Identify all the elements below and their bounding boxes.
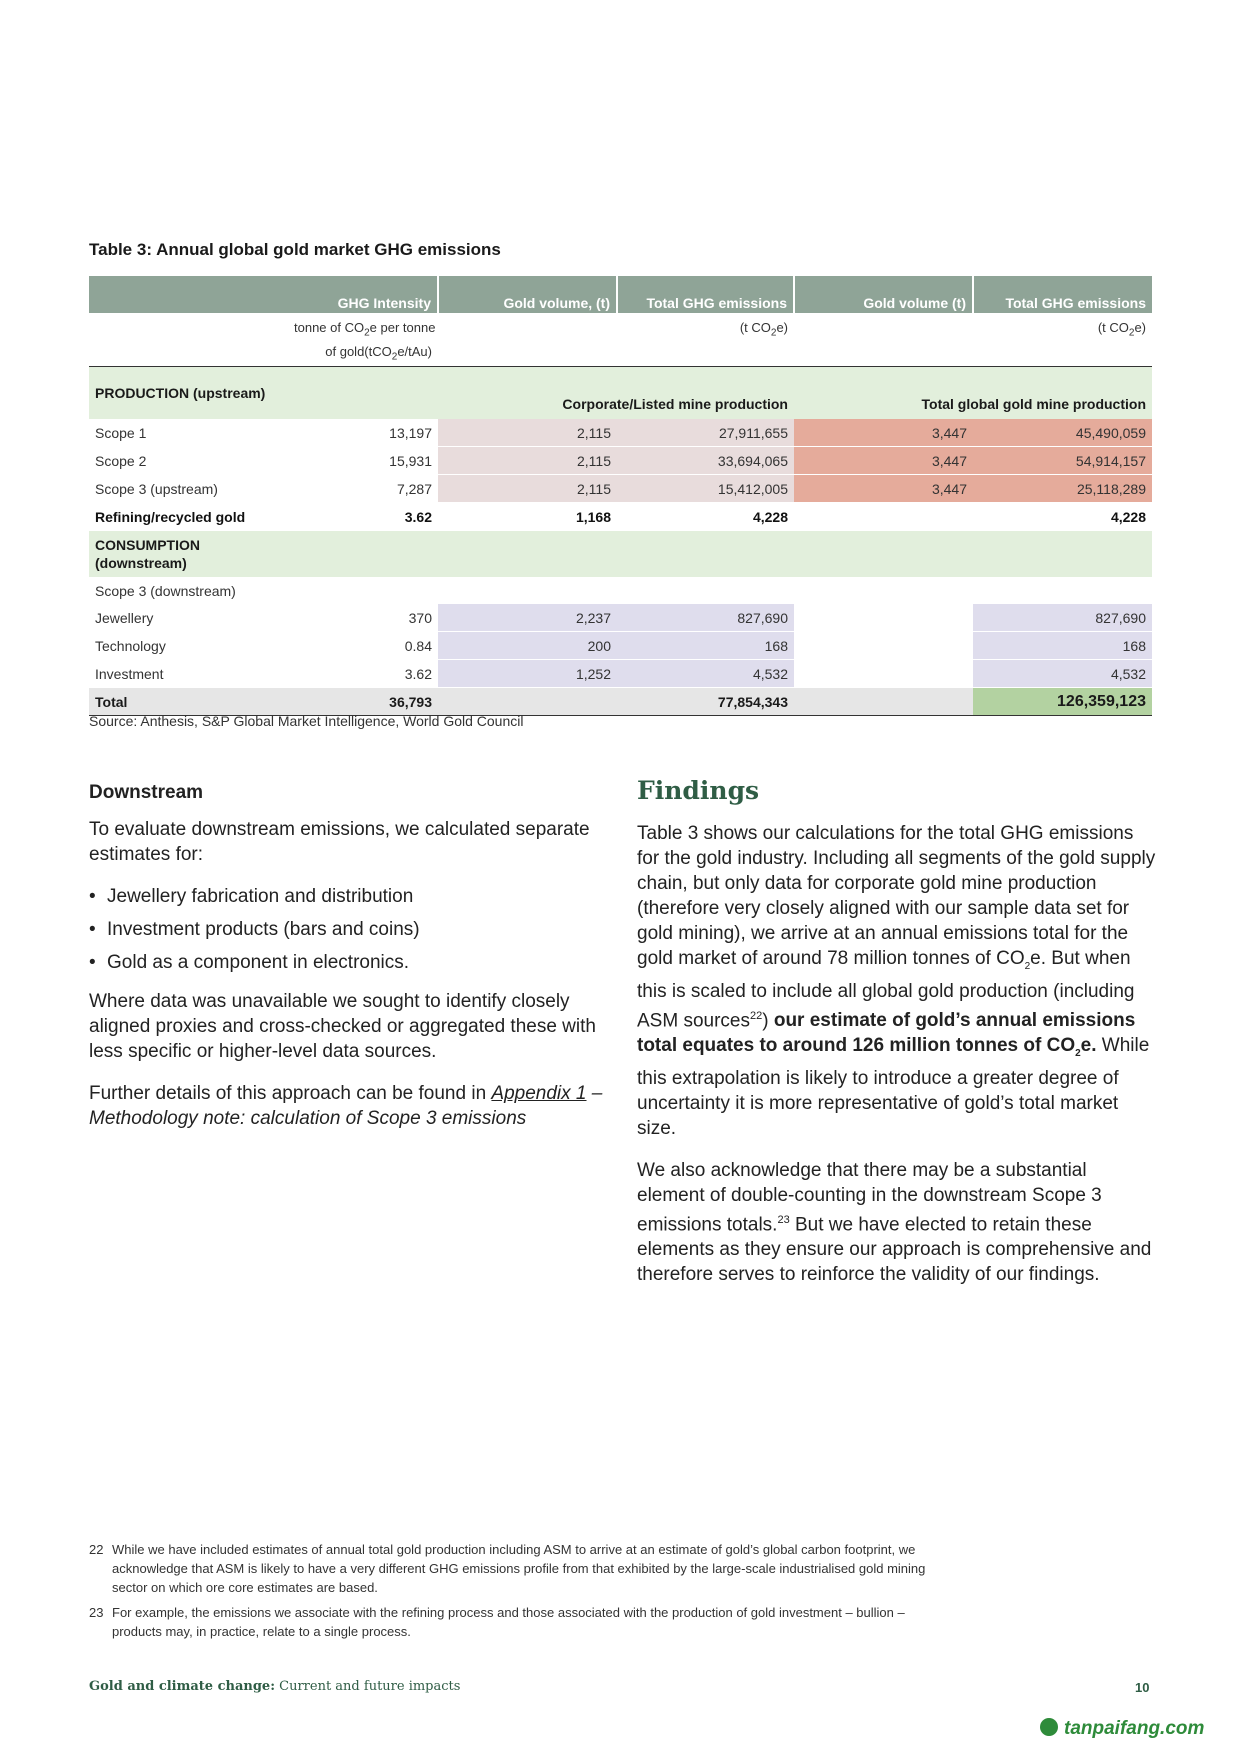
table-row: Scope 1 13,197 2,115 27,911,655 3,447 45,490,059 (89, 419, 1152, 447)
downstream-intro: To evaluate downstream emissions, we calculated separate estimates for: (89, 819, 590, 865)
header-gold-volume-global: Gold volume (t) (794, 276, 973, 313)
findings-heading: Findings (637, 776, 760, 805)
findings-paragraph-2: We also acknowledge that there may be a substantial element of double-counting in the downstream Scope 3 emissions totals.$^{23}$ But we have elected to retain these elements as they ensure our approach is comprehensive and therefore serves to reinforce the validity of our findings. (637, 1159, 1152, 1286)
table-row: Investment 3.62 1,252 4,532 4,532 (89, 660, 1152, 688)
total-row: Total 36,793 77,854,343 126,359,123 (89, 688, 1152, 716)
list-item: • Gold as a component in electronics. (89, 950, 609, 975)
watermark: tanpaifang.com (1040, 1718, 1204, 1740)
header-gold-volume-corporate: Gold volume, (t) (438, 276, 617, 313)
consumption-label: CONSUMPTION (downstream) (89, 531, 288, 578)
footnote-22: 22 While we have included estimates of annual total gold production including ASM to arrive at an estimate of gold’s global carbon footprint, we acknowledge that ASM is likely to have a very different GHG emissions profile from that exhibited by the large-scale industrialised gold mining sector on which ore core estimates are based. (89, 1542, 926, 1595)
list-item: • Jewellery fabrication and distribution (89, 884, 609, 909)
refining-row: Refining/recycled gold 3.62 1,168 4,228 4,228 (89, 503, 1152, 531)
header-cell-label (89, 276, 288, 313)
production-section-row (89, 367, 1152, 420)
footnote-23: 23 For example, the emissions we associate with the refining process and those associated with the production of gold investment – bullion – products may, in practice, relate to a single process. (89, 1605, 905, 1639)
table-title: Table 3: Annual global gold market GHG emissions (89, 240, 501, 259)
consumption-section-row (89, 531, 1152, 578)
header-total-emissions-corporate: Total GHG emissions (617, 276, 794, 313)
list-item: • Investment products (bars and coins) (89, 917, 609, 942)
footnote-ref-23[interactable]: 23 (777, 1213, 790, 1226)
downstream-heading: Downstream (89, 782, 204, 803)
page-number: 10 (1135, 1680, 1150, 1695)
appendix-link[interactable]: Appendix 1 (491, 1083, 587, 1104)
ghg-emissions-table (89, 276, 1152, 716)
table-row: Scope 3 (upstream) 7,287 2,115 15,412,005 3,447 25,118,289 (89, 475, 1152, 503)
table-header-row (89, 276, 1152, 313)
downstream-list (89, 884, 609, 975)
emissions-unit-corporate: (t $CO_2e$) (739, 320, 788, 339)
global-production-label: Total global gold mine production (794, 367, 1152, 420)
intensity-unit: tonne of $CO_2e$ per tonne of gold(tCO$_2$e/tAu) (294, 320, 436, 363)
corporate-production-label: Corporate/Listed mine production (438, 367, 794, 420)
grand-total: 126,359,123 (973, 688, 1152, 716)
header-total-emissions-global: Total GHG emissions (973, 276, 1152, 313)
emissions-unit-global: (t $CO_2e$) (1097, 320, 1146, 339)
findings-paragraph-1: Table 3 shows our calculations for the total GHG emissions for the gold industry. Including all segments of the gold supply chain, but only data for corporate gold mine production (therefore very closely aligned with our sample data set for gold mining), we arrive at an annual emissions total for the gold market of around 78 million tonnes of $CO_2e$. But when this is scaled to include all global gold production (including ASM sources$^{22}$) our estimate of gold’s annual emissions total equates to around 126 million tonnes of $CO_2e$. While this extrapolation is likely to introduce a greater degree of uncertainty it is more representative of gold’s total market size. (637, 823, 1156, 1139)
table-source: Source: Anthesis, S&P Global Market Intelligence, World Gold Council (89, 713, 524, 729)
table-row: Technology 0.84 200 168 168 (89, 632, 1152, 660)
units-row (89, 313, 1152, 367)
logo-icon (1040, 1718, 1058, 1736)
table-row: Jewellery 370 2,237 827,690 827,690 (89, 604, 1152, 632)
downstream-section (89, 780, 609, 1148)
findings-section (637, 778, 1157, 1304)
footer-title: Gold and climate change: Current and future impacts (89, 1679, 461, 1694)
scope3-downstream-row: Scope 3 (downstream) (95, 582, 236, 599)
table-row: Scope 2 15,931 2,115 33,694,065 3,447 54,914,157 (89, 447, 1152, 475)
downstream-paragraph: Where data was unavailable we sought to identify closely aligned proxies and cross-checked or aggregated these with less specific or higher-level data sources. (89, 991, 596, 1062)
header-ghg-intensity: GHG Intensity (288, 276, 438, 313)
appendix-reference: Further details of this approach can be found in Appendix 1 – Methodology note: calculation of Scope 3 emissions (89, 1083, 603, 1129)
production-label: PRODUCTION (upstream) (89, 367, 288, 420)
footnote-ref-22[interactable]: 22 (749, 1009, 763, 1022)
